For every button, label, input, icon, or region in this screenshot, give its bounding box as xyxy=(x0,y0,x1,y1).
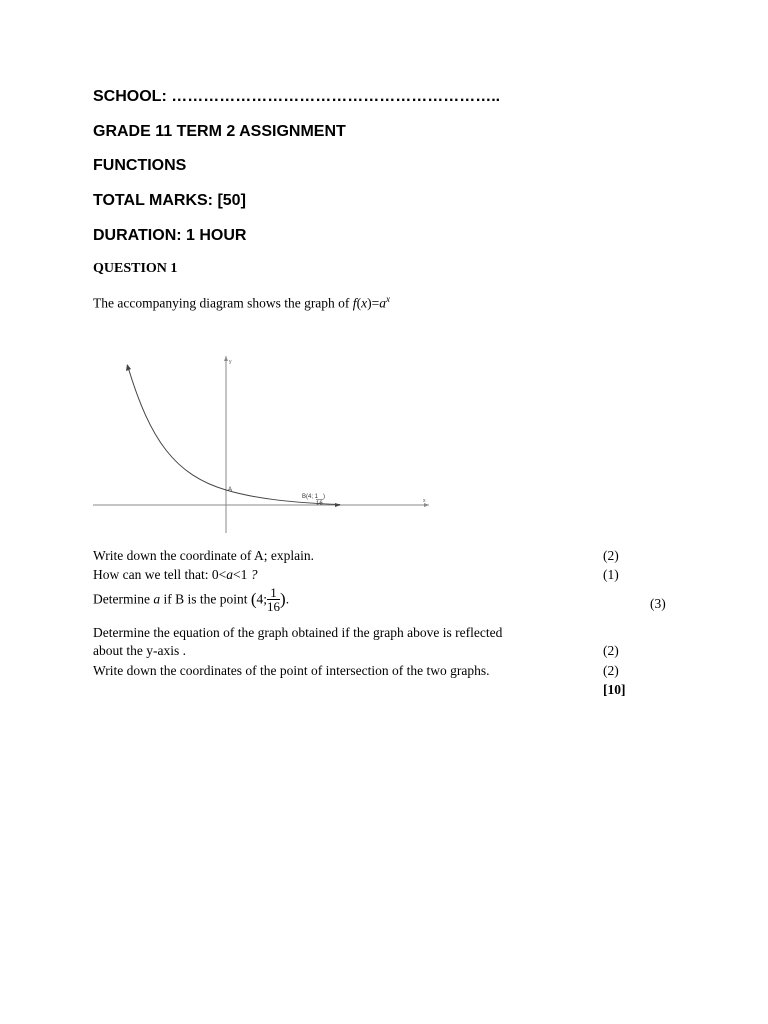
curve-arrow-right xyxy=(335,503,341,507)
item-2-math-after: <1 xyxy=(232,567,248,582)
item-3-text xyxy=(93,586,289,613)
x-axis-label: x xyxy=(423,498,426,504)
assignment-title: GRADE 11 TERM 2 ASSIGNMENT xyxy=(93,123,346,140)
item-2-text xyxy=(93,567,257,583)
intro-rp: ) xyxy=(367,295,372,311)
intro-x: x xyxy=(361,295,368,311)
item-3-sep: ; xyxy=(263,591,268,607)
item-2-var: a xyxy=(226,567,233,582)
point-b-label: B(4; 1 xyxy=(302,494,319,500)
intro-f: f xyxy=(352,295,357,311)
item-5-marks: (2) xyxy=(603,663,619,678)
intro-text: The accompanying diagram shows the graph of xyxy=(93,295,353,311)
y-axis-arrow xyxy=(224,356,228,361)
item-1-marks: (2) xyxy=(603,548,619,563)
question-heading: QUESTION 1 xyxy=(93,261,178,276)
y-axis-label: y xyxy=(229,359,232,365)
intro-lp: ( xyxy=(356,295,362,311)
item-3-fraction xyxy=(267,586,280,613)
item-5-text: Write down the coordinates of the point of intersection of the two graphs. xyxy=(93,663,490,678)
question-total: [10] xyxy=(603,682,626,697)
exponential-graph xyxy=(0,350,768,550)
exponential-curve xyxy=(128,367,340,505)
duration: DURATION: 1 HOUR xyxy=(93,227,247,244)
item-3-before: Determine xyxy=(93,591,154,607)
school-label: SCHOOL: …………………………………………………….. xyxy=(93,88,501,105)
item-3-marks: (3) xyxy=(650,596,666,611)
point-a-label: A xyxy=(228,487,233,493)
item-1-text: Write down the coordinate of A; explain. xyxy=(93,548,315,563)
item-2-before: How can we tell that: xyxy=(93,567,212,582)
item-2-after: ? xyxy=(247,567,258,582)
total-marks: TOTAL MARKS: [50] xyxy=(93,192,246,209)
item-3-point-x: 4 xyxy=(256,591,264,607)
item-2-marks: (1) xyxy=(603,567,619,582)
item-3-rparen: ) xyxy=(280,589,286,609)
intro-exp: x xyxy=(385,294,390,304)
intro-eq: = xyxy=(371,295,380,311)
item-4-marks: (2) xyxy=(603,643,619,658)
item-3-num: 1 xyxy=(267,586,280,600)
item-3-den: 16 xyxy=(267,599,281,614)
point-b-close: ) xyxy=(323,494,325,500)
topic-title: FUNCTIONS xyxy=(93,157,187,174)
item-2-math: 0< xyxy=(211,567,227,582)
item-3-var: a xyxy=(153,591,161,607)
point-b-den: 16 xyxy=(316,501,323,507)
item-3-lparen: ( xyxy=(250,589,257,609)
intro-a: a xyxy=(379,295,386,311)
item-4-line2: about the y-axis . xyxy=(93,643,186,658)
question-intro xyxy=(93,294,390,312)
item-4-line1: Determine the equation of the graph obtained if the graph above is reflected xyxy=(93,625,503,640)
item-3-mid: if B is the point xyxy=(160,591,251,607)
curve-arrow-left xyxy=(126,364,131,371)
item-3-end: . xyxy=(285,591,290,607)
